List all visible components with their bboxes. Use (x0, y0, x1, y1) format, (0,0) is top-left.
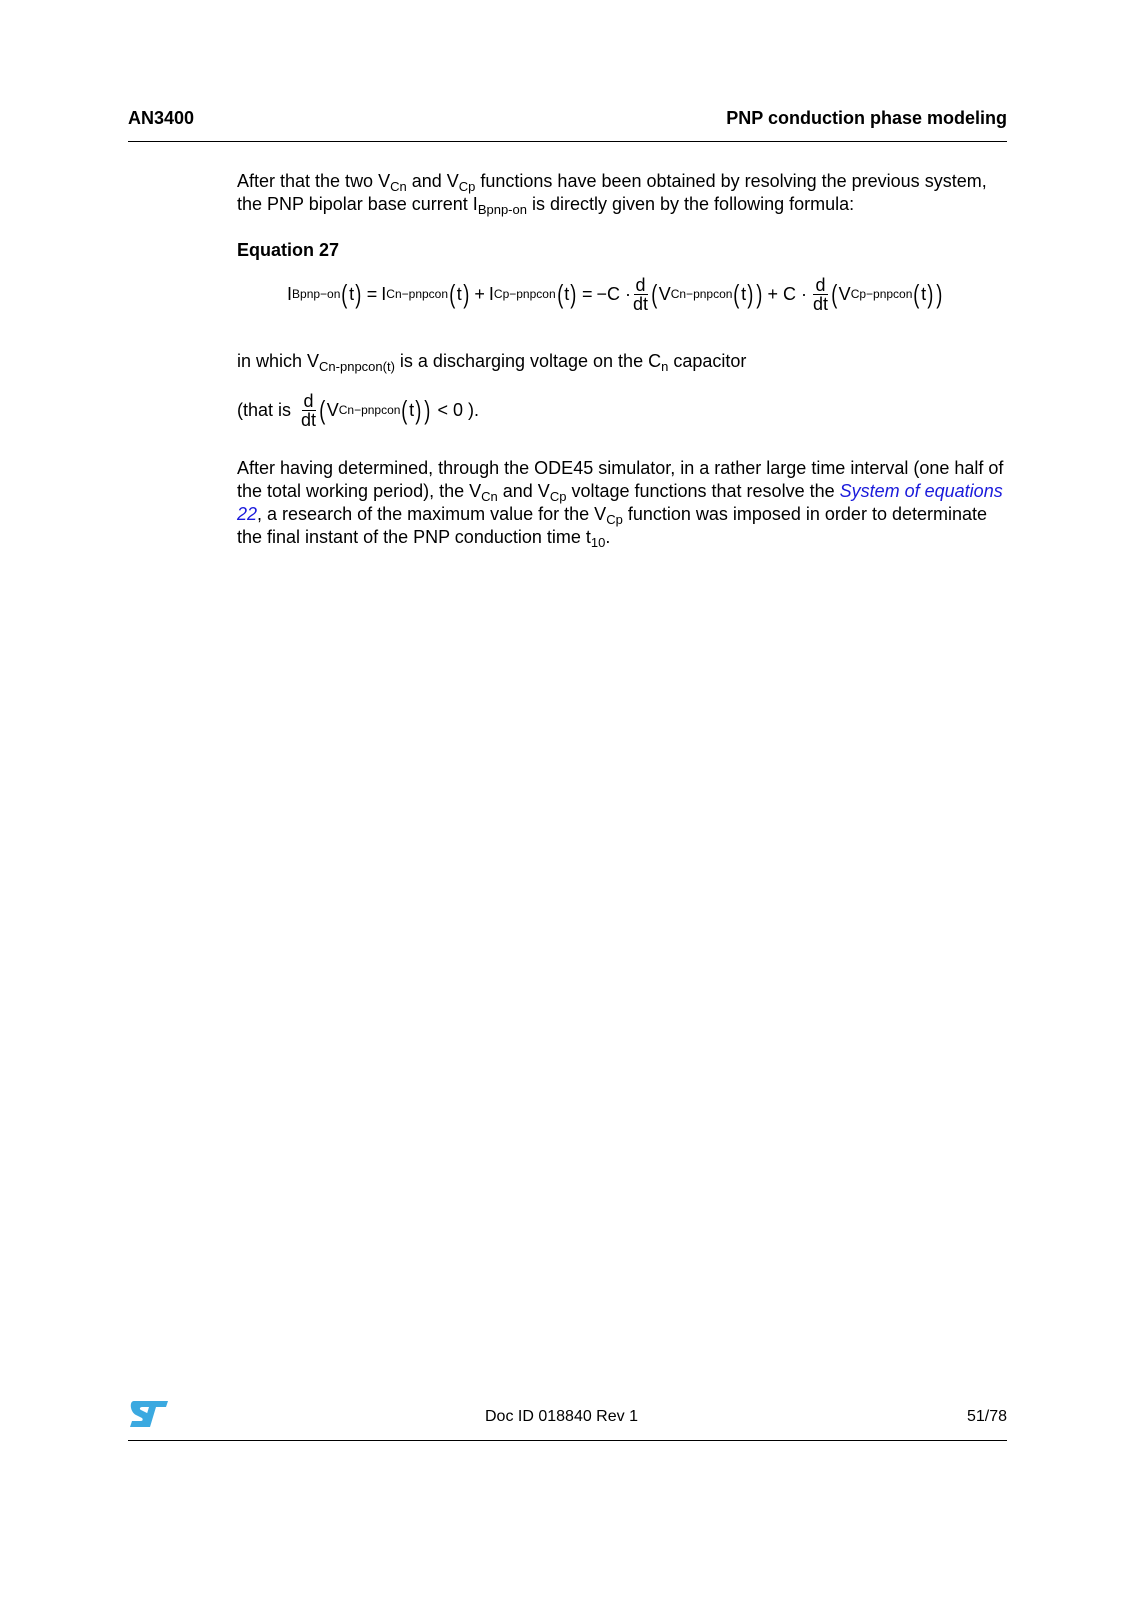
header-rule (128, 141, 1007, 142)
doc-id: Doc ID 018840 Rev 1 (485, 1408, 638, 1425)
paragraph-4: After having determined, through the ODE45 simulator, in a rather large time interval (one half of the total working period), the $V_{Cn}$ and $V_{Cp}$ voltage functions that resolve the System of equations 22, a research of the maximum value for the $V_{Cp}$ function was imposed in order to determinate the final instant of the PNP conduction time $t_{10}$. (237, 458, 1004, 550)
footer-rule (128, 1440, 1007, 1441)
paragraph-3: (that is $\frac{d}{dt}$ ( V Cn−pnpcon ( t ) ) < 0 ). (237, 391, 480, 430)
doc-code: AN3400 (128, 108, 195, 128)
st-logo (128, 1399, 170, 1429)
paragraph-2: in which $V_{Cn-pnpcon(t)}$ is a discharging voltage on the $C_n$ capacitor (237, 351, 747, 374)
system-of-equations-link[interactable]: System of equations 22 (237, 481, 1003, 524)
paragraph-1: After that the two $V_{Cn}$ and $V_{Cp}$ functions have been obtained by resolving the previous system, the PNP bipolar base current $I_{Bpnp-on}$ is directly given by the following formula: (237, 171, 987, 217)
equation-label: Equation 27 (237, 240, 340, 260)
equation-27: I Bpnp−on ( t ) = I Cn−pnpcon ( t ) + I Cp−pnpcon ( t ) = −C · $\frac{d}{dt}$ ( V Cn−pnpcon ( t ) ) + C · $\frac{d}{dt}$ ( V Cp−pnpcon ( t ) ) (287, 274, 943, 314)
page-number: 51/78 (966, 1408, 1007, 1425)
section-title: PNP conduction phase modeling (726, 108, 1007, 128)
